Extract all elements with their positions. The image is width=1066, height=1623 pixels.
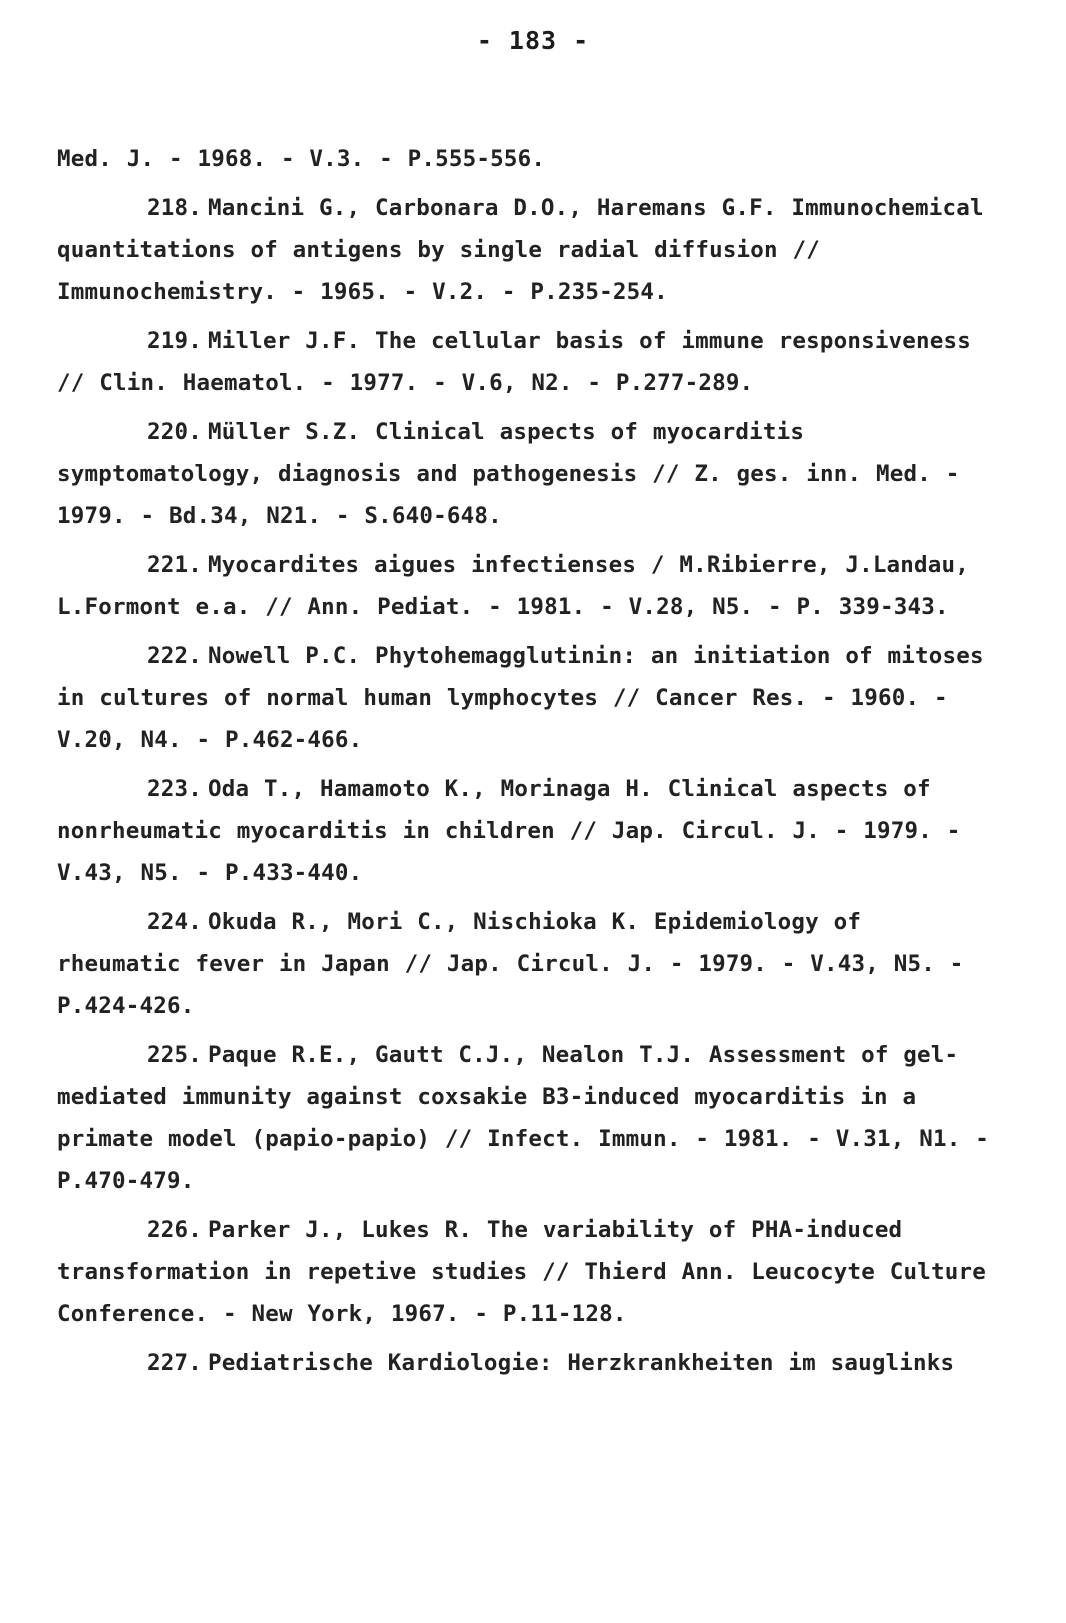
- reference-number: 219.: [147, 328, 202, 354]
- reference-number: 226.: [147, 1217, 202, 1243]
- reference-entry: [57, 187, 992, 313]
- reference-text: Nowell P.C. Phytohemagglutinin: an initiation of mitoses in cultures of normal human lymphocytes // Cancer Res. - 1960. - V.20, N4. - P.462-466.: [57, 643, 984, 753]
- reference-entry: [57, 1209, 992, 1335]
- reference-entry: [57, 411, 992, 537]
- reference-number: 223.: [147, 776, 202, 802]
- reference-text: Mancini G., Carbonara D.O., Haremans G.F. Immunochemical quantitations of antigens by single radial diffusion // Immunochemistry. - 1965. - V.2. - P.235-254.: [57, 195, 984, 305]
- reference-text: Okuda R., Mori C., Nischioka K. Epidemiology of rheumatic fever in Japan // Jap. Circul. J. - 1979. - V.43, N5. - P.424-426.: [57, 909, 964, 1019]
- reference-number: 227.: [147, 1350, 202, 1376]
- reference-text: Parker J., Lukes R. The variability of PHA-induced transformation in repetive studies // Thierd Ann. Leucocyte Culture Conference. - New York, 1967. - P.11-128.: [57, 1217, 986, 1327]
- reference-entry: [57, 1034, 992, 1202]
- reference-text: Oda T., Hamamoto K., Morinaga H. Clinical aspects of nonrheumatic myocarditis in children // Jap. Circul. J. - 1979. - V.43, N5. - P.433-440.: [57, 776, 961, 886]
- page-number: - 183 -: [476, 26, 590, 55]
- reference-entry: [57, 1342, 992, 1384]
- reference-text: Pediatrische Kardiologie: Herzkrankheiten im sauglinks: [208, 1350, 955, 1376]
- reference-text: Miller J.F. The cellular basis of immune responsiveness // Clin. Haematol. - 1977. - V.6, N2. - P.277-289.: [57, 328, 972, 396]
- reference-entry: [57, 901, 992, 1027]
- reference-entry: [57, 320, 992, 404]
- reference-entry: [57, 544, 992, 628]
- reference-number: 224.: [147, 909, 202, 935]
- reference-text: Müller S.Z. Clinical aspects of myocarditis symptomatology, diagnosis and pathogenesis // Z. ges. inn. Med. - 1979. - Bd.34, N21. - S.640-648.: [57, 419, 960, 529]
- reference-entry: [57, 635, 992, 761]
- reference-entry: [57, 768, 992, 894]
- reference-text: Myocardites aigues infectienses / M.Ribierre, J.Landau, L.Formont e.a. // Ann. Pediat. - 1981. - V.28, N5. - P. 339-343.: [57, 552, 970, 620]
- reference-number: 218.: [147, 195, 202, 221]
- reference-text: Med. J. - 1968. - V.3. - P.555-556.: [57, 146, 546, 172]
- reference-number: 221.: [147, 552, 202, 578]
- reference-number: 225.: [147, 1042, 202, 1068]
- reference-entry: [57, 138, 992, 180]
- reference-number: 222.: [147, 643, 202, 669]
- reference-text: Paque R.E., Gautt C.J., Nealon T.J. Assessment of gel-mediated immunity against coxsakie B3-induced myocarditis in a primate model (papio-papio) // Infect. Immun. - 1981. - V.31, N1. - P.470-479.: [57, 1042, 989, 1194]
- reference-number: 220.: [147, 419, 202, 445]
- reference-list: [57, 138, 992, 1391]
